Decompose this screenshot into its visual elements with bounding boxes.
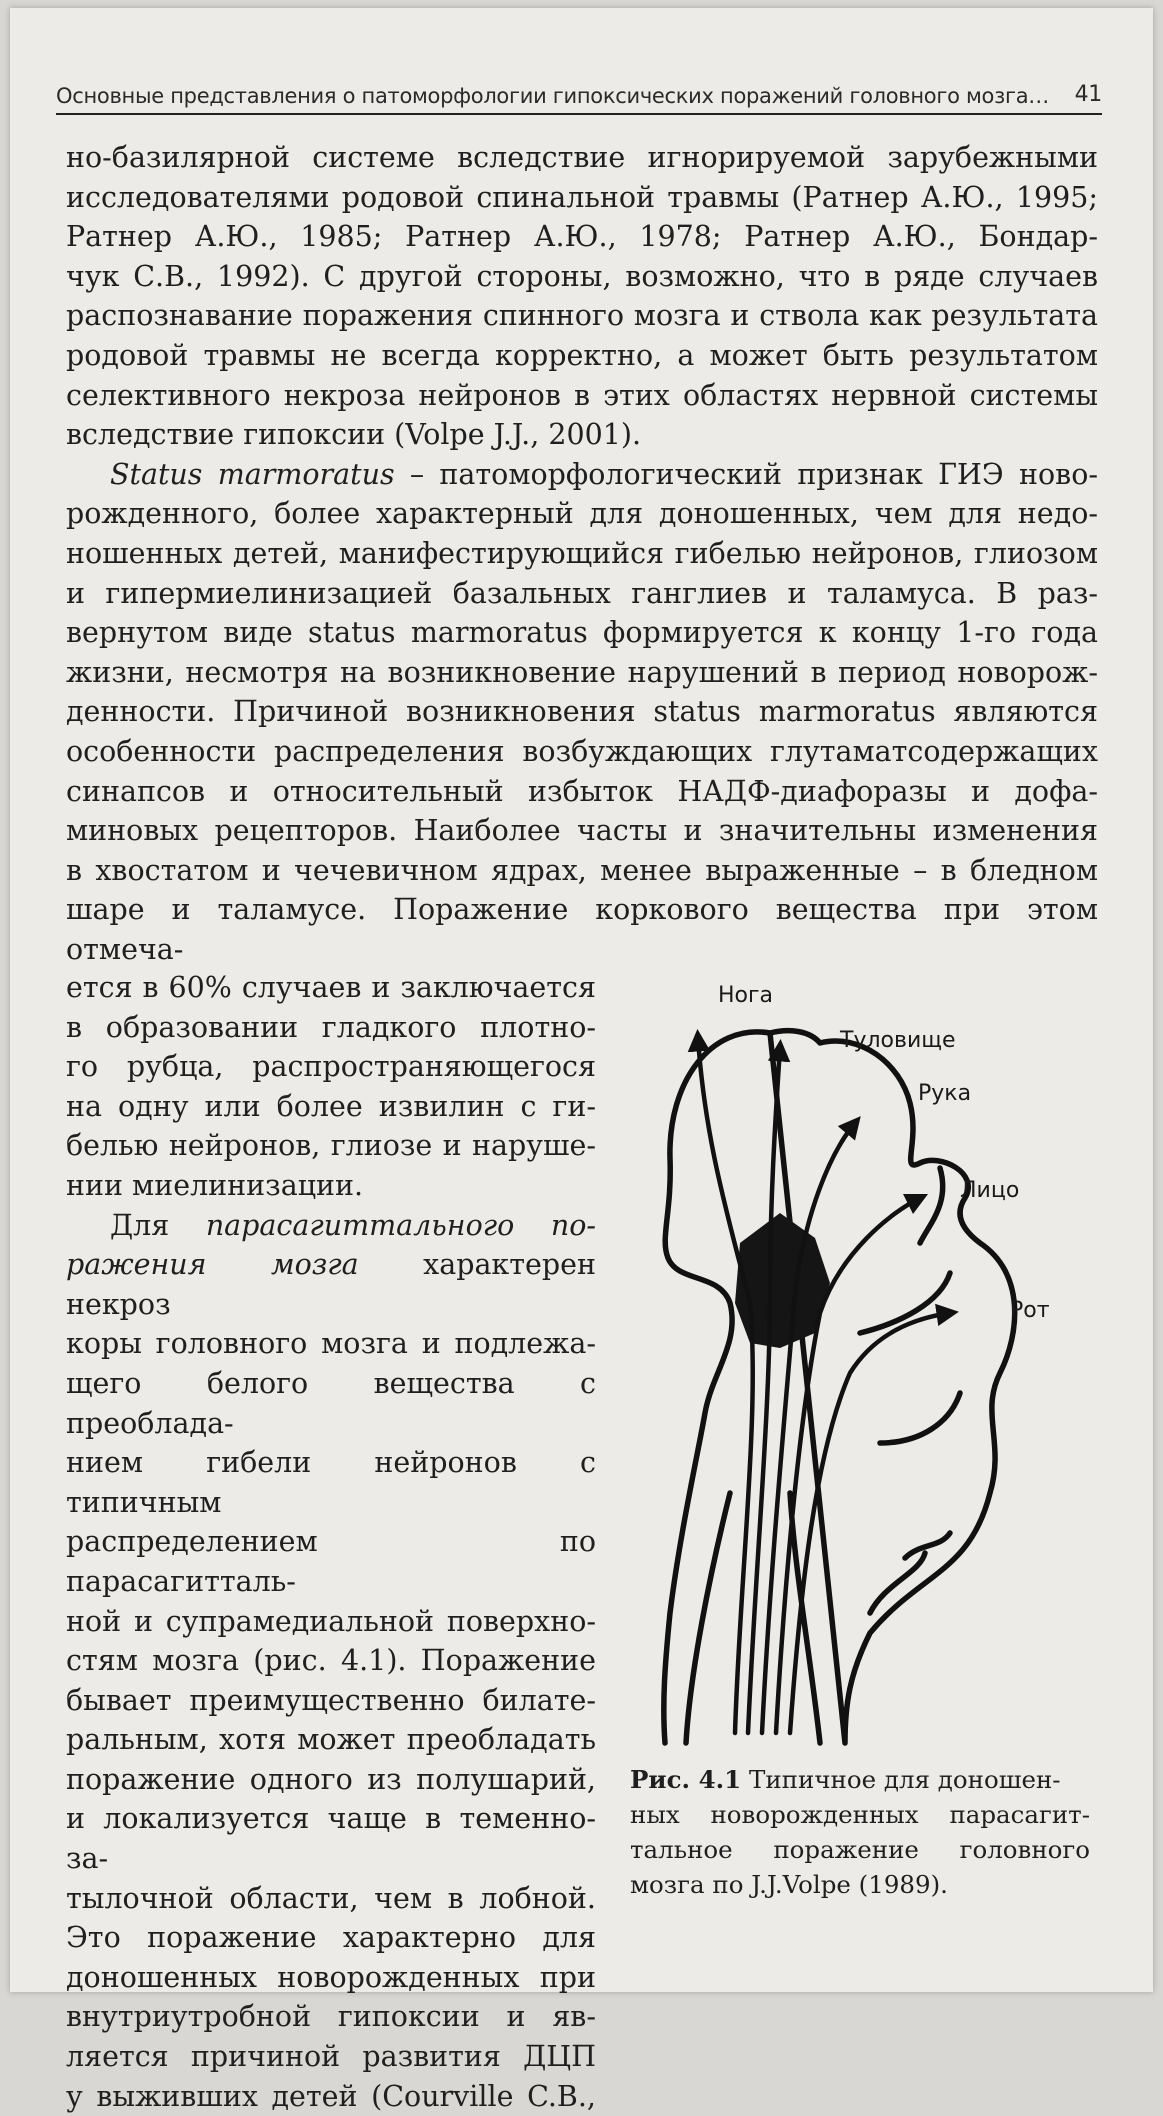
text-line: нии миелинизации. xyxy=(66,1168,364,1202)
text-line: шаре и таламусе. Поражение коркового вещества при этом отмеча- xyxy=(66,893,1098,966)
text-line: ляется причиной развития ДЦП xyxy=(66,2040,596,2074)
figure-4-1 xyxy=(620,973,1090,1753)
text-line: рожденного, более характерный для доношенных, чем для недо- xyxy=(66,497,1098,531)
status-marmoratus-rest: – патоморфологический признак ГИЭ ново- xyxy=(394,457,1098,491)
label-arm: Рука xyxy=(918,1081,972,1106)
status-marmoratus-line xyxy=(66,455,1098,495)
parasagittal-line xyxy=(66,1206,596,1246)
header-rule xyxy=(56,113,1102,115)
book-page xyxy=(10,8,1153,2113)
text-line: чук С.В., 1992). С другой стороны, возможно, что в ряде случаев xyxy=(66,259,1098,293)
body-text-full-width xyxy=(66,138,1098,969)
brain-diagram xyxy=(620,973,1090,1753)
text-line: доношенных новорожденных при xyxy=(66,1960,596,1994)
parasagittal-term: парасагиттального по- xyxy=(205,1208,596,1242)
caption-line: тальное поражение головного xyxy=(630,1835,1090,1864)
text-line: синапсов и относительный избыток НАДФ-диафоразы и дофа- xyxy=(66,774,1098,808)
caption-line: мозга по J.J.Volpe (1989). xyxy=(630,1870,948,1899)
text-line: распознавание поражения спинного мозга и ствола как результата xyxy=(66,299,1098,333)
text-line: щего белого вещества с преоблада- xyxy=(66,1366,596,1440)
label-leg: Нога xyxy=(718,983,774,1008)
text-line: но-базилярной системе вследствие игнорируемой зарубежными xyxy=(66,141,1098,174)
caption-figure-number: Рис. 4.1 xyxy=(630,1765,742,1794)
parasagittal-start: Для xyxy=(110,1208,206,1242)
pathway-leg xyxy=(698,1038,753,1733)
text-line: ральным, хотя может преобладать xyxy=(66,1723,596,1757)
text-line: жизни, несмотря на возникновение нарушений в период новорож- xyxy=(66,655,1098,689)
body-text-left-column xyxy=(66,968,596,2116)
text-line: белью нейронов, глиозе и наруше- xyxy=(66,1129,596,1163)
text-line: вернутом виде status marmoratus формируется к концу 1-го года xyxy=(66,616,1098,650)
text-line: коры головного мозга и подлежа- xyxy=(66,1327,596,1361)
text-line: исследователями родовой спинальной травмы (Ратнер А.Ю., 1995; xyxy=(66,180,1098,214)
text-line: денности. Причиной возникновения status marmoratus являются xyxy=(66,695,1098,729)
text-line: в хвостатом и чечевичном ядрах, менее выраженные – в бледном xyxy=(66,853,1098,887)
text-line: особенности распределения возбуждающих глутаматсодержащих xyxy=(66,734,1098,768)
text-line: поражение одного из полушарий, xyxy=(66,1762,596,1796)
text-line: ется в 60% случаев и заключается xyxy=(66,971,596,1004)
text-line: ношенных детей, манифестирующийся гибелью нейронов, глиозом xyxy=(66,536,1098,570)
caption-line: ных новорожденных парасагит- xyxy=(630,1800,1090,1829)
text-line: селективного некроза нейронов в этих областях нервной системы xyxy=(66,378,1098,412)
text-line: тылочной области, чем в лобной. xyxy=(66,1881,596,1915)
text-line: родовой травмы не всегда корректно, а может быть результатом xyxy=(66,338,1098,372)
text-line: внутриутробной гипоксии и яв- xyxy=(66,2000,596,2034)
text-line: и локализуется чаще в теменно-за- xyxy=(66,1802,596,1876)
pathway-mouth xyxy=(790,1313,950,1733)
text-line: у выживших детей (Courville C.B., xyxy=(66,2079,596,2113)
text-line: нием гибели нейронов с типичным xyxy=(66,1446,596,1519)
brain-outline xyxy=(664,1031,1015,1743)
label-mouth: Рот xyxy=(1010,1298,1050,1323)
caption-line1-rest: Типичное для доношен- xyxy=(741,1765,1061,1794)
text-line: стям мозга (рис. 4.1). Поражение xyxy=(66,1644,596,1678)
parasagittal-rest: характерен некроз xyxy=(66,1248,596,1321)
text-line: бывает преимущественно билате- xyxy=(66,1683,596,1717)
text-line: миновых рецепторов. Наиболее часты и значительны изменения xyxy=(66,814,1098,848)
text-line: в образовании гладкого плотно- xyxy=(66,1010,596,1044)
text-line: и гипермиелинизацией базальных ганглиев и таламуса. В раз- xyxy=(66,576,1098,610)
caption-line xyxy=(630,1762,1090,1797)
figure-caption xyxy=(630,1762,1090,1902)
running-title: Основные представления о патоморфологии гипоксических поражений головного мозга… xyxy=(56,84,1049,108)
text-line: ной и супрамедиальной поверхно- xyxy=(66,1604,596,1638)
running-header xyxy=(56,76,1102,116)
label-face: Лицо xyxy=(960,1178,1020,1203)
text-line: го рубца, распространяющегося xyxy=(66,1050,596,1084)
parasagittal-term-2: ражения мозга xyxy=(66,1248,359,1282)
text-line: Ратнер А.Ю., 1985; Ратнер А.Ю., 1978; Ратнер А.Ю., Бондар- xyxy=(66,220,1098,254)
text-line: распределением по парасагитталь- xyxy=(66,1525,596,1598)
text-line: Это поражение характерно для xyxy=(66,1921,596,1955)
parasagittal-line-2 xyxy=(66,1245,596,1324)
page-number: 41 xyxy=(1074,82,1102,107)
text-line: вследствие гипоксии (Volpe J.J., 2001). xyxy=(66,418,642,452)
text-line: на одну или более извилин с ги- xyxy=(66,1089,596,1123)
label-trunk: Туловище xyxy=(840,1028,956,1053)
status-marmoratus-term: Status marmoratus xyxy=(110,457,395,491)
